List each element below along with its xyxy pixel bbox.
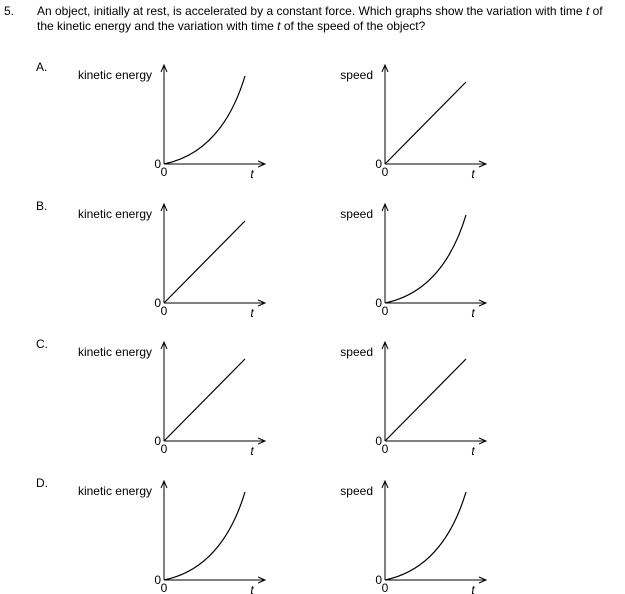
time-axis-label: t	[471, 306, 475, 320]
origin-label: 0	[160, 165, 168, 179]
speed-axis-label: speed	[340, 207, 373, 221]
origin-label: 0	[381, 304, 389, 318]
time-axis-label: t	[471, 167, 475, 181]
time-symbol: t	[277, 19, 281, 33]
kinetic-energy-axis-label: kinetic energy	[77, 345, 152, 359]
origin-label: 0	[154, 296, 161, 310]
question-text	[37, 4, 622, 34]
option-4-left-graph	[154, 476, 272, 594]
origin-label: 0	[375, 157, 382, 171]
origin-label: 0	[375, 296, 382, 310]
option-letter[interactable]: A.	[36, 60, 48, 74]
straight-line-graph	[385, 82, 466, 164]
straight-line-graph	[164, 221, 245, 303]
time-axis-label: t	[250, 583, 254, 594]
origin-label: 0	[154, 573, 161, 587]
origin-label: 0	[160, 304, 168, 318]
question-text-part1: An object, initially at rest, is accelerated by a constant force. Which graphs show the variation with time	[37, 4, 586, 18]
origin-label: 0	[381, 581, 389, 594]
time-axis-label: t	[250, 444, 254, 458]
option-3-right-graph	[375, 337, 493, 458]
origin-label: 0	[375, 573, 382, 587]
time-symbol: t	[585, 4, 590, 18]
option-4-right-graph	[375, 476, 493, 594]
time-axis-label: t	[471, 583, 475, 594]
straight-line-graph	[164, 359, 245, 441]
origin-label: 0	[160, 442, 168, 456]
question-number: 5.	[4, 4, 15, 18]
speed-axis-label: speed	[340, 484, 373, 498]
time-axis-label: t	[250, 306, 254, 320]
option-letter[interactable]: B.	[36, 199, 48, 213]
option-3-left-graph	[154, 337, 272, 458]
question-text-part3: of the speed of the object?	[280, 19, 426, 33]
origin-label: 0	[160, 581, 168, 594]
curved-graph	[164, 492, 245, 580]
curved-graph	[164, 76, 245, 164]
origin-label: 0	[381, 165, 389, 179]
speed-axis-label: speed	[340, 68, 373, 82]
question-text-part2: of the kinetic energy and the variation with time	[37, 4, 603, 33]
origin-label: 0	[154, 434, 161, 448]
option-2-left-graph	[154, 199, 272, 320]
option-1-right-graph	[375, 60, 493, 181]
option-letter[interactable]: D.	[36, 476, 48, 490]
option-2-right-graph	[375, 199, 493, 320]
speed-axis-label: speed	[340, 345, 373, 359]
kinetic-energy-axis-label: kinetic energy	[77, 484, 152, 498]
origin-label: 0	[381, 442, 389, 456]
time-axis-label: t	[471, 444, 475, 458]
option-letter[interactable]: C.	[36, 337, 48, 351]
option-1-left-graph	[154, 60, 272, 181]
kinetic-energy-axis-label: kinetic energy	[77, 207, 152, 221]
curved-graph	[385, 215, 466, 303]
straight-line-graph	[385, 359, 466, 441]
origin-label: 0	[154, 157, 161, 171]
time-axis-label: t	[250, 167, 254, 181]
curved-graph	[385, 492, 466, 580]
kinetic-energy-axis-label: kinetic energy	[77, 68, 152, 82]
origin-label: 0	[375, 434, 382, 448]
